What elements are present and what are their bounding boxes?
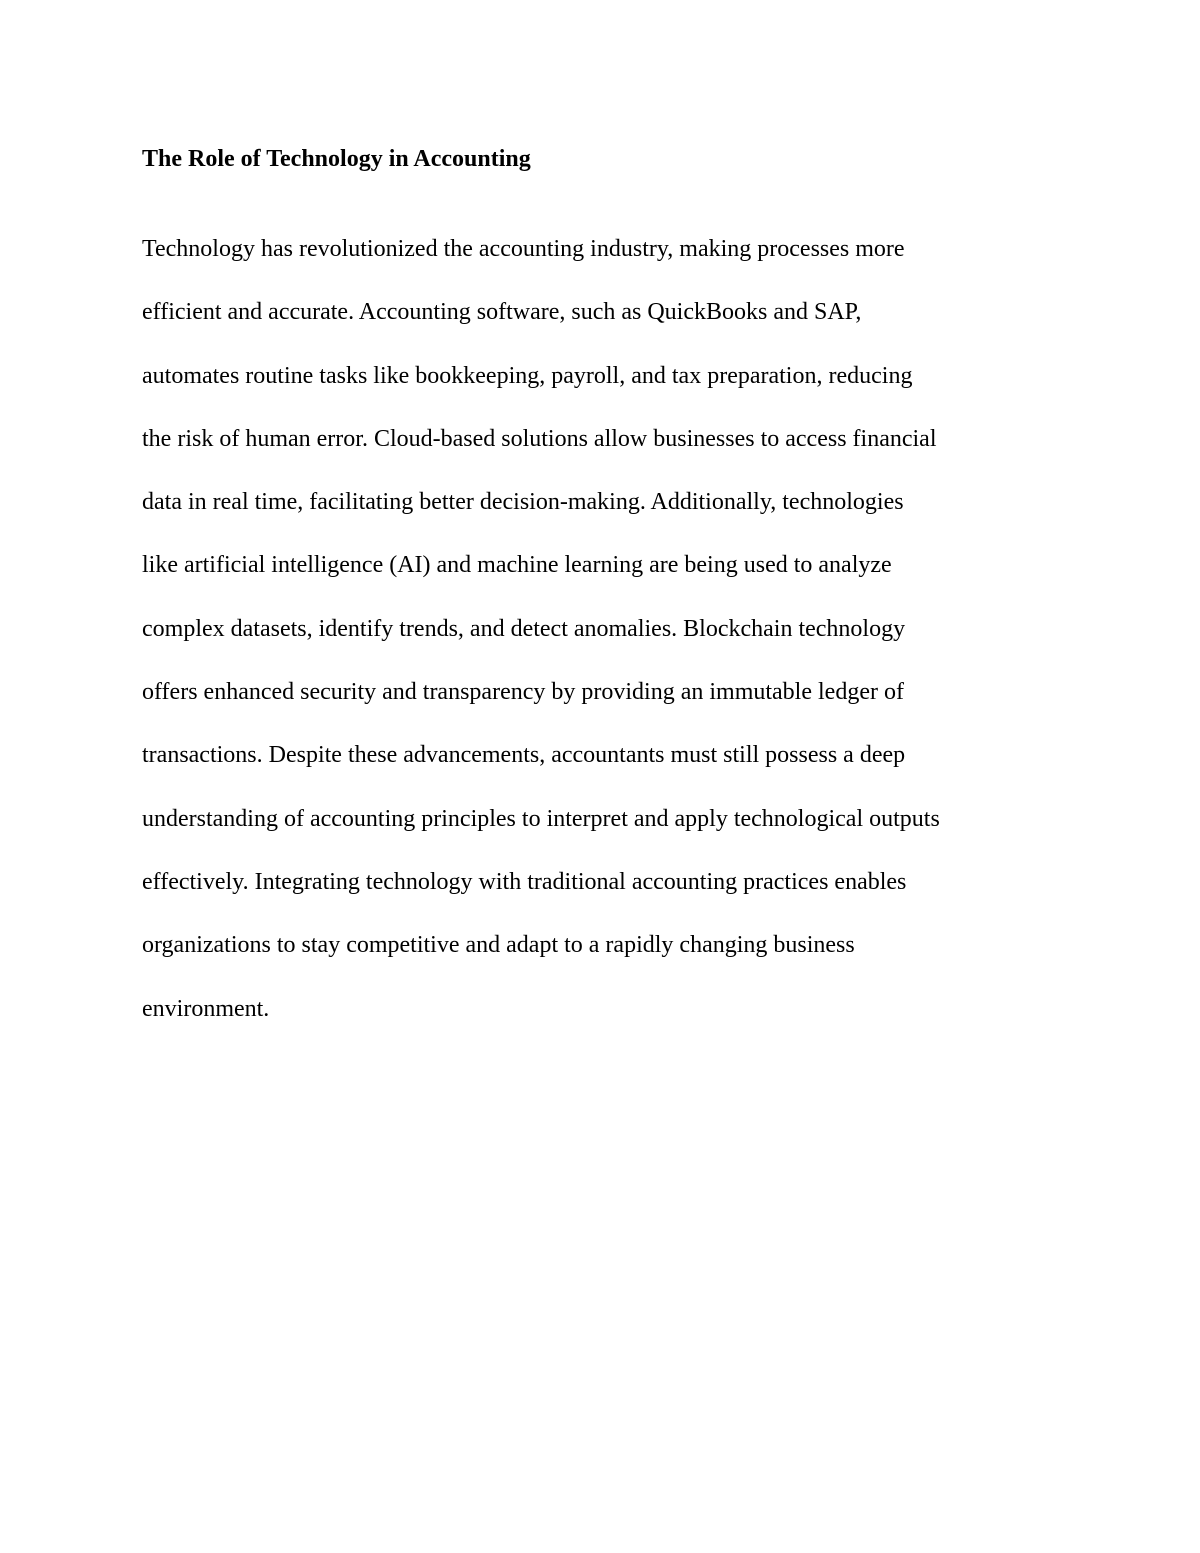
body-paragraph <box>142 231 1082 1054</box>
paragraph-line: effectively. Integrating technology with traditional accounting practices enables <box>142 868 907 895</box>
paragraph-line: understanding of accounting principles to interpret and apply technological outputs <box>142 805 940 832</box>
paragraph-line: automates routine tasks like bookkeeping, payroll, and tax preparation, reducing <box>142 362 913 389</box>
paragraph-line: complex datasets, identify trends, and detect anomalies. Blockchain technology <box>142 615 906 642</box>
paragraph-line: Technology has revolutionized the accounting industry, making processes more <box>142 236 905 262</box>
paragraph-line: efficient and accurate. Accounting software, such as QuickBooks and SAP, <box>142 299 862 326</box>
paragraph-line: offers enhanced security and transparency by providing an immutable ledger of <box>142 679 904 706</box>
paragraph-line: transactions. Despite these advancements, accountants must still possess a deep <box>142 742 906 769</box>
paragraph-line: organizations to stay competitive and adapt to a rapidly changing business <box>142 932 855 959</box>
paragraph-line: environment. <box>142 995 270 1022</box>
paragraph-line: the risk of human error. Cloud-based solutions allow businesses to access financial <box>142 425 937 452</box>
paragraph-line: data in real time, facilitating better decision-making. Additionally, technologies <box>142 489 904 516</box>
paragraph-line: like artificial intelligence (AI) and machine learning are being used to analyze <box>142 552 892 579</box>
document-title: The Role of Technology in Accounting <box>142 146 531 172</box>
